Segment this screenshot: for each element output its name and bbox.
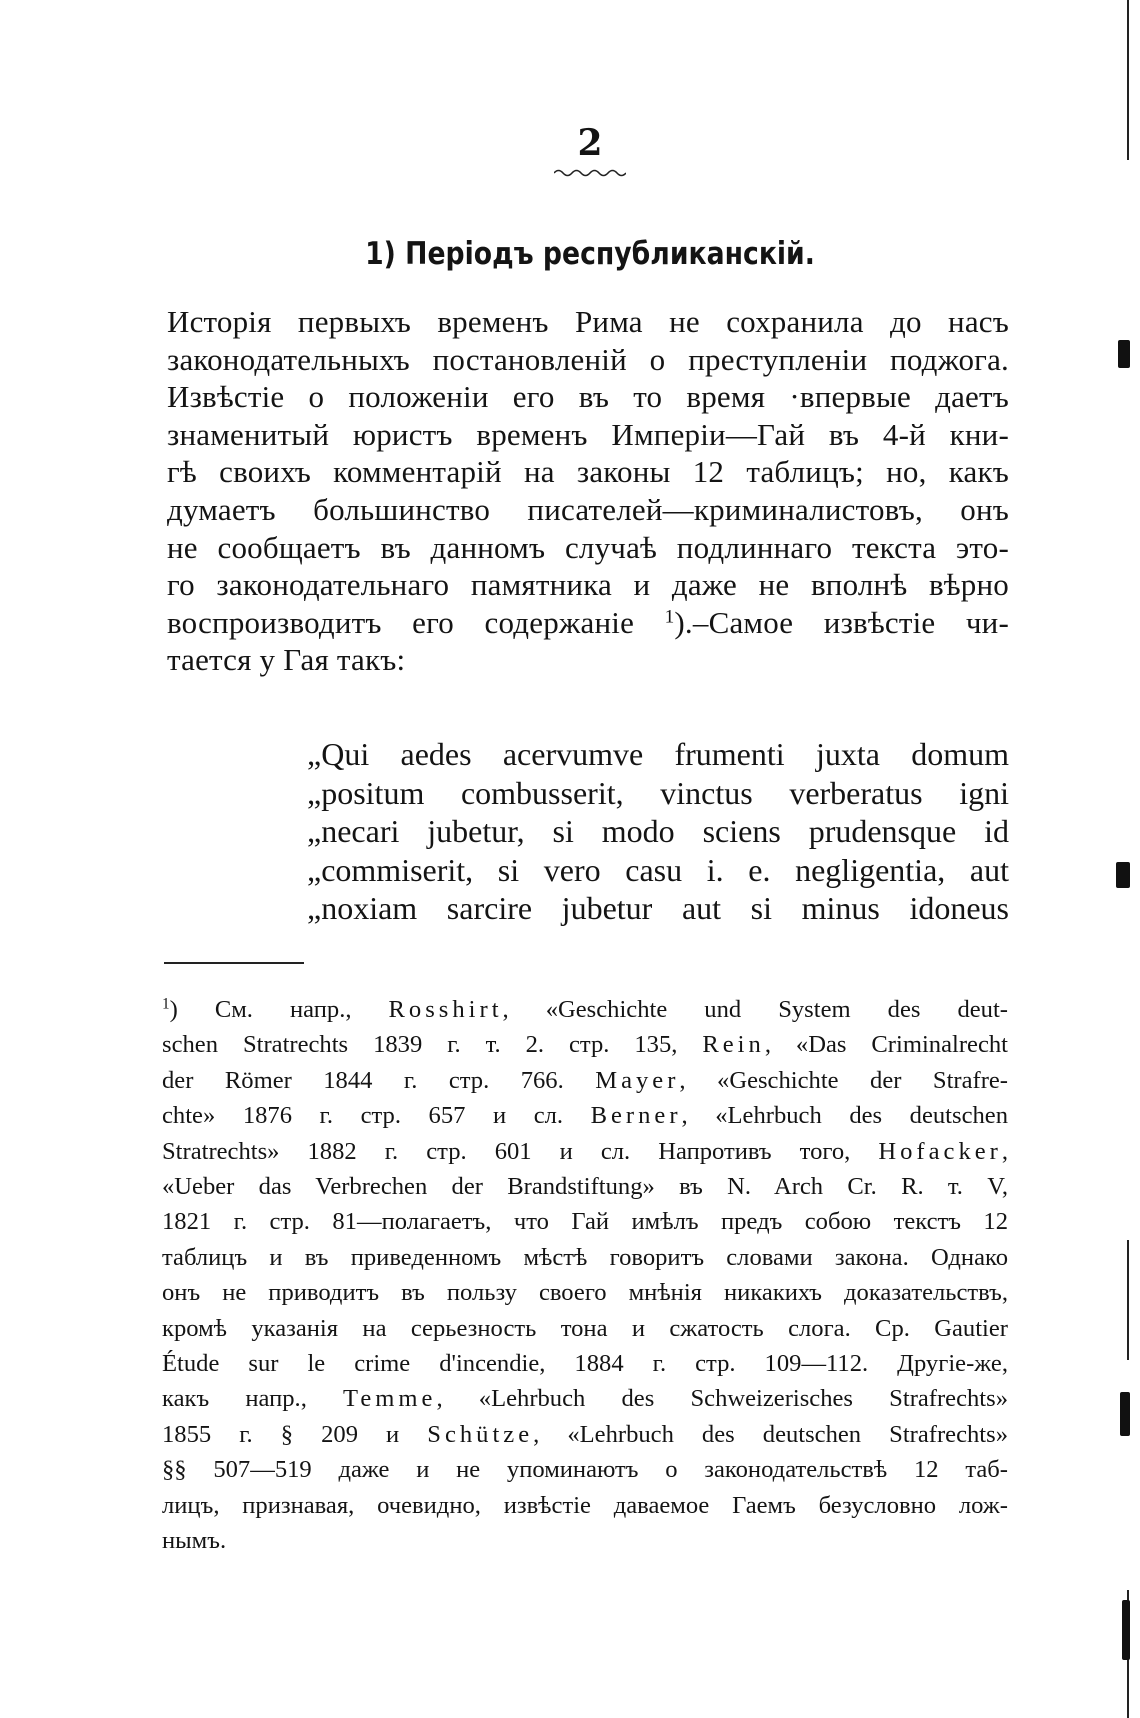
- body-line: го законодательнаго памятника и даже не вполнѣ вѣрно: [167, 567, 1009, 603]
- body-line: Исторія первыхъ временъ Рима не сохранила до насъ: [167, 304, 1009, 339]
- footnote-line: [162, 1417, 1008, 1452]
- scan-edge-mark: [1122, 1600, 1130, 1660]
- footnote-marker: 1: [162, 995, 170, 1013]
- body-text-fragment: воспроизводитъ его содержаніе: [167, 604, 665, 640]
- footnote-text: , «Das Criminalrecht: [764, 1031, 1008, 1059]
- footnote-text: какъ напр.,: [162, 1385, 344, 1413]
- footnote-line: лицъ, признавая, очевидно, извѣстіе даваемое Гаемъ безусловно лож-: [162, 1491, 1008, 1519]
- footnote-line: онъ не приводитъ въ пользу своего мнѣнія никакихъ доказательствъ,: [162, 1279, 1008, 1307]
- scan-edge-line: [1127, 1240, 1129, 1360]
- author-name: Rein: [702, 1031, 765, 1059]
- author-name: Berner: [590, 1102, 682, 1130]
- author-name: Temme: [343, 1385, 437, 1413]
- scan-edge-mark: [1116, 862, 1130, 888]
- footnote-reference: 1: [664, 606, 675, 628]
- body-line: думаетъ большинство писателей—криминалистовъ, онъ: [167, 491, 1009, 527]
- body-line: Извѣстіе о положеніи его въ то время ·впервые даетъ: [167, 379, 1009, 415]
- footnote-text: chte» 1876 г. стр. 657 и сл.: [162, 1102, 591, 1130]
- author-name: Schütze: [427, 1420, 534, 1448]
- footnote-line: §§ 507—519 даже и не упоминаютъ о законодательствѣ 12 таб-: [162, 1456, 1008, 1484]
- footnote-line: нымъ.: [162, 1527, 227, 1555]
- body-paragraph: [167, 303, 1009, 679]
- body-line: [167, 604, 1009, 642]
- quote-line: „noxiam sarcire jubetur aut si minus idoneus: [307, 890, 1009, 926]
- body-line: законодательныхъ постановленій о преступленіи поджога.: [167, 341, 1009, 377]
- footnote-text: , «Geschichte der Strafre-: [679, 1066, 1008, 1094]
- scan-edge-mark: [1120, 1392, 1130, 1436]
- footnote-line: таблицъ и въ приведенномъ мѣстѣ говоритъ словами закона. Однако: [162, 1243, 1008, 1271]
- page-number: 2: [577, 122, 603, 164]
- author-name: Mayer: [595, 1066, 680, 1094]
- footnote-line: 1821 г. стр. 81—полагаетъ, что Гай имѣлъ предъ собою текстъ 12: [162, 1208, 1008, 1236]
- quote-line: „Qui aedes acervumve frumenti juxta domum: [307, 736, 1009, 772]
- footnote-line: «Ueber das Verbrechen der Brandstiftung» въ N. Arch Cr. R. т. V,: [162, 1173, 1008, 1201]
- footnote-text: ,: [1001, 1137, 1008, 1165]
- footnote-text: Stratrechts» 1882 г. стр. 601 и сл. Напротивъ того,: [162, 1137, 879, 1165]
- quote-line: „positum combusserit, vinctus verberatus igni: [307, 774, 1009, 811]
- quote-line: „commiserit, si vero casu i. e. negligentia, aut: [307, 851, 1009, 888]
- author-name: Rosshirt: [388, 996, 503, 1023]
- footnote-text: ) См. напр.,: [169, 996, 389, 1023]
- footnote-line: [162, 1381, 1008, 1416]
- footnote-text: , «Lehrbuch des Schweizerisches Strafrechts»: [436, 1385, 1009, 1413]
- body-text-fragment: ).–Самое извѣстіе чи-: [674, 604, 1009, 640]
- footnote-divider: [164, 962, 304, 964]
- footnote-line: [162, 1027, 1008, 1062]
- footnote-line: кромѣ указанія на серьезность тона и сжатость слога. Ср. Gautier: [162, 1314, 1008, 1342]
- footnote: [162, 992, 1008, 1559]
- body-line: знаменитый юристъ временъ Имперіи—Гай въ 4-й кни-: [167, 416, 1009, 452]
- footnote-line: [162, 1063, 1008, 1098]
- latin-quotation: [307, 735, 1009, 928]
- footnote-text: , «Geschichte und System des deut-: [502, 996, 1008, 1023]
- footnote-line: [162, 992, 1008, 1027]
- section-title: 1) Періодъ республиканскій.: [365, 236, 815, 272]
- footnote-text: schen Stratrechts 1839 г. т. 2. стр. 135,: [162, 1031, 703, 1059]
- footnote-text: der Römer 1844 г. стр. 766.: [162, 1066, 596, 1094]
- footnote-line: Étude sur le crime d'incendie, 1884 г. стр. 109—112. Другіе-же,: [162, 1350, 1008, 1378]
- quote-line: „necari jubetur, si modo sciens prudensque id: [307, 813, 1009, 849]
- footnote-text: , «Lehrbuch des deutschen: [681, 1102, 1008, 1130]
- body-line: не сообщаетъ въ данномъ случаѣ подлиннаго текста это-: [167, 529, 1009, 565]
- author-name: Hofacker: [878, 1137, 1002, 1165]
- body-line: тается у Гая такъ:: [167, 642, 406, 678]
- scan-edge-mark: [1118, 340, 1130, 368]
- footnote-line: [162, 1134, 1008, 1169]
- wavy-ornament: [554, 168, 626, 178]
- footnote-text: 1855 г. § 209 и: [162, 1420, 428, 1448]
- body-line: гѣ своихъ комментарій на законы 12 таблицъ; но, какъ: [167, 454, 1009, 490]
- footnote-line: [162, 1098, 1008, 1133]
- footnote-text: , «Lehrbuch des deutschen Strafrechts»: [533, 1420, 1008, 1448]
